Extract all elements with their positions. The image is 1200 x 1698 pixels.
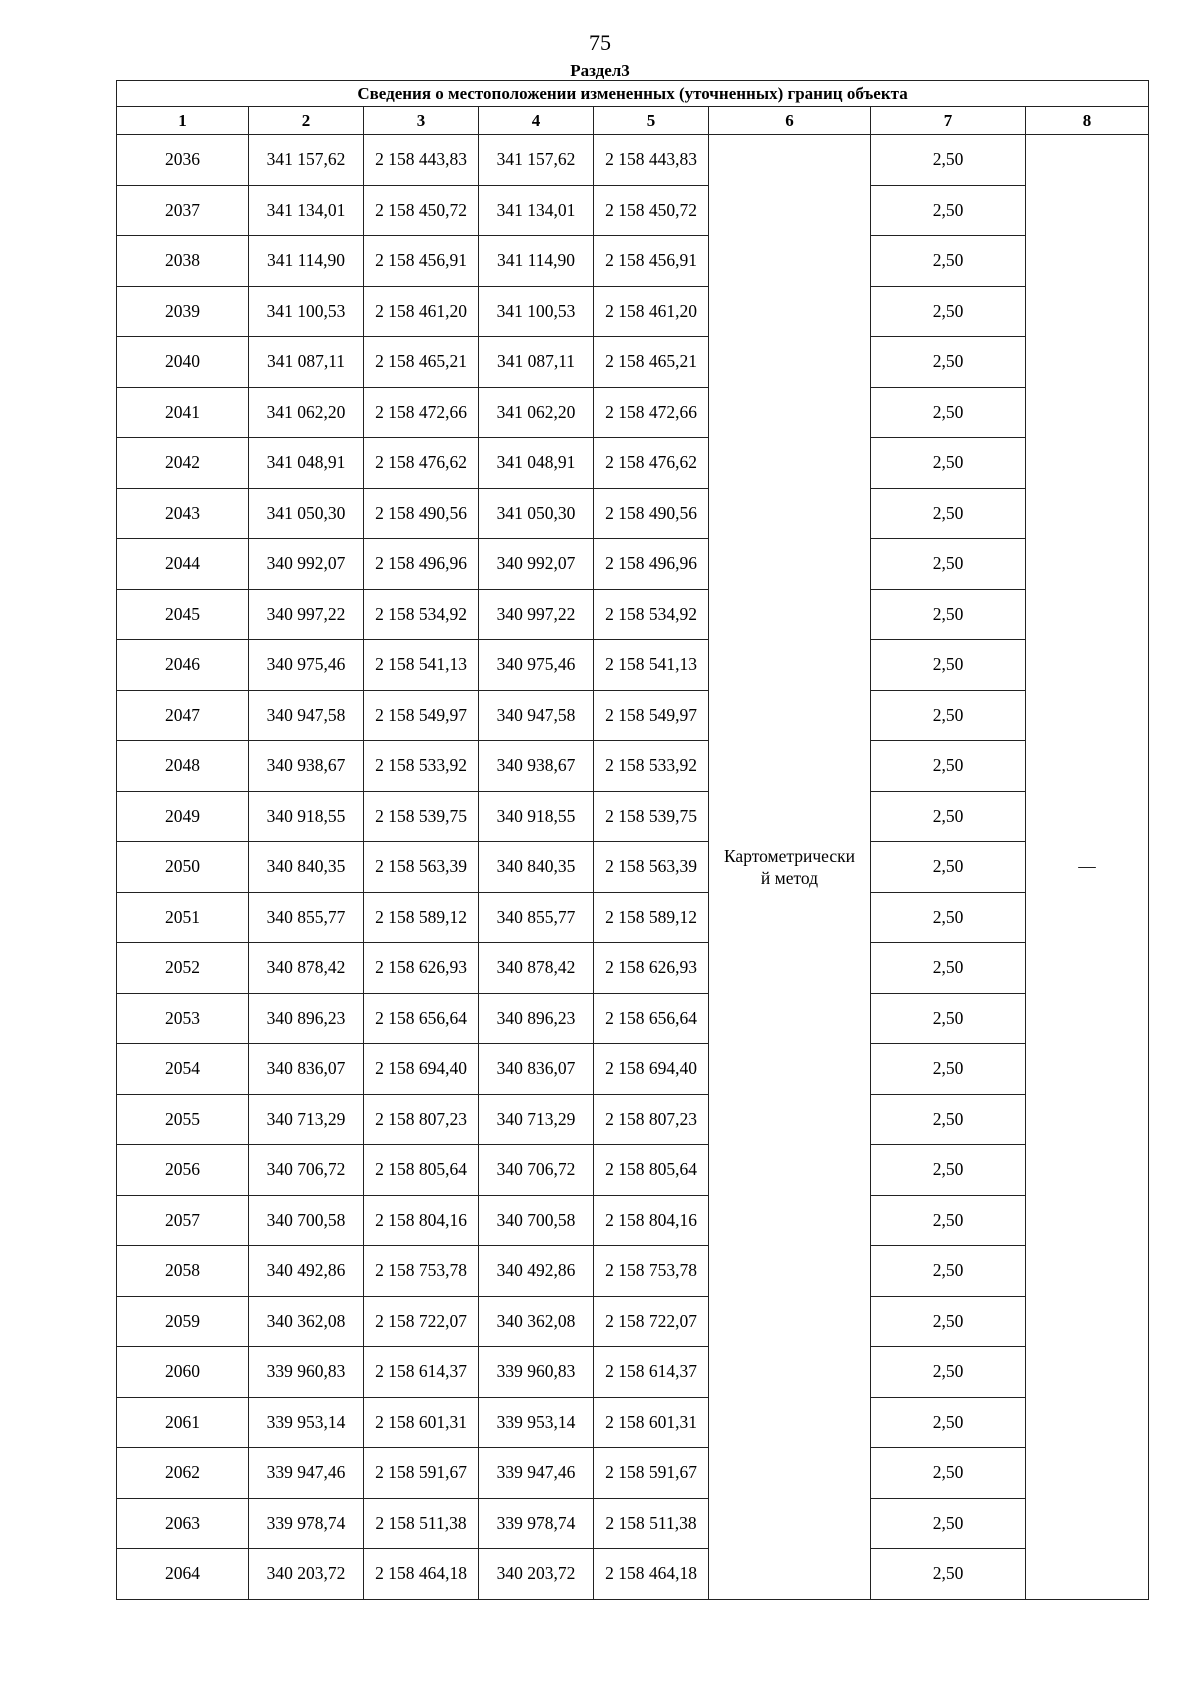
x-new-cell: 339 978,74	[479, 1498, 594, 1549]
y-old-cell: 2 158 534,92	[364, 589, 479, 640]
y-old-cell: 2 158 563,39	[364, 842, 479, 893]
x-new-cell: 341 114,90	[479, 236, 594, 287]
table-row	[117, 589, 1149, 640]
y-new-cell: 2 158 443,83	[594, 135, 709, 186]
y-new-cell: 2 158 533,92	[594, 741, 709, 792]
accuracy-cell: 2,50	[871, 640, 1026, 691]
point-number-cell: 2050	[117, 842, 249, 893]
y-new-cell: 2 158 807,23	[594, 1094, 709, 1145]
y-old-cell: 2 158 496,96	[364, 539, 479, 590]
y-new-cell: 2 158 450,72	[594, 185, 709, 236]
table-row	[117, 943, 1149, 994]
x-old-cell: 340 997,22	[249, 589, 364, 640]
accuracy-cell: 2,50	[871, 1347, 1026, 1398]
y-new-cell: 2 158 722,07	[594, 1296, 709, 1347]
accuracy-cell: 2,50	[871, 539, 1026, 590]
accuracy-cell: 2,50	[871, 286, 1026, 337]
y-new-cell: 2 158 464,18	[594, 1549, 709, 1600]
y-new-cell: 2 158 563,39	[594, 842, 709, 893]
x-old-cell: 340 700,58	[249, 1195, 364, 1246]
x-old-cell: 340 706,72	[249, 1145, 364, 1196]
table-row	[117, 337, 1149, 388]
column-number: 1	[117, 107, 249, 135]
table-row	[117, 1246, 1149, 1297]
table-row	[117, 1195, 1149, 1246]
y-old-cell: 2 158 807,23	[364, 1094, 479, 1145]
point-number-cell: 2057	[117, 1195, 249, 1246]
y-new-cell: 2 158 804,16	[594, 1195, 709, 1246]
accuracy-cell: 2,50	[871, 387, 1026, 438]
accuracy-cell: 2,50	[871, 1296, 1026, 1347]
x-new-cell: 341 134,01	[479, 185, 594, 236]
point-number-cell: 2041	[117, 387, 249, 438]
table-row	[117, 1498, 1149, 1549]
point-number-cell: 2047	[117, 690, 249, 741]
accuracy-cell: 2,50	[871, 1498, 1026, 1549]
x-new-cell: 340 836,07	[479, 1044, 594, 1095]
accuracy-cell: 2,50	[871, 1246, 1026, 1297]
x-old-cell: 339 960,83	[249, 1347, 364, 1398]
table-row	[117, 640, 1149, 691]
accuracy-cell: 2,50	[871, 1448, 1026, 1499]
x-old-cell: 340 947,58	[249, 690, 364, 741]
y-new-cell: 2 158 456,91	[594, 236, 709, 287]
accuracy-cell: 2,50	[871, 842, 1026, 893]
table-row	[117, 438, 1149, 489]
y-old-cell: 2 158 450,72	[364, 185, 479, 236]
y-old-cell: 2 158 511,38	[364, 1498, 479, 1549]
table-row	[117, 1296, 1149, 1347]
y-old-cell: 2 158 533,92	[364, 741, 479, 792]
x-new-cell: 341 157,62	[479, 135, 594, 186]
point-number-cell: 2062	[117, 1448, 249, 1499]
y-new-cell: 2 158 534,92	[594, 589, 709, 640]
accuracy-cell: 2,50	[871, 488, 1026, 539]
accuracy-cell: 2,50	[871, 337, 1026, 388]
accuracy-cell: 2,50	[871, 589, 1026, 640]
table-caption: Сведения о местоположении измененных (уточненных) границ объекта	[117, 81, 1149, 107]
x-old-cell: 341 050,30	[249, 488, 364, 539]
accuracy-cell: 2,50	[871, 993, 1026, 1044]
y-new-cell: 2 158 496,96	[594, 539, 709, 590]
point-number-cell: 2046	[117, 640, 249, 691]
point-number-cell: 2060	[117, 1347, 249, 1398]
y-old-cell: 2 158 591,67	[364, 1448, 479, 1499]
x-new-cell: 341 050,30	[479, 488, 594, 539]
accuracy-cell: 2,50	[871, 690, 1026, 741]
y-old-cell: 2 158 601,31	[364, 1397, 479, 1448]
point-number-cell: 2051	[117, 892, 249, 943]
accuracy-cell: 2,50	[871, 1145, 1026, 1196]
x-new-cell: 340 878,42	[479, 943, 594, 994]
x-new-cell: 340 938,67	[479, 741, 594, 792]
accuracy-cell: 2,50	[871, 943, 1026, 994]
x-new-cell: 340 706,72	[479, 1145, 594, 1196]
table-row	[117, 488, 1149, 539]
x-old-cell: 340 975,46	[249, 640, 364, 691]
accuracy-cell: 2,50	[871, 185, 1026, 236]
point-number-cell: 2059	[117, 1296, 249, 1347]
point-number-cell: 2064	[117, 1549, 249, 1600]
x-new-cell: 340 713,29	[479, 1094, 594, 1145]
x-new-cell: 341 048,91	[479, 438, 594, 489]
x-old-cell: 339 953,14	[249, 1397, 364, 1448]
table-row	[117, 842, 1149, 893]
point-number-cell: 2052	[117, 943, 249, 994]
y-new-cell: 2 158 549,97	[594, 690, 709, 741]
table-row	[117, 286, 1149, 337]
accuracy-cell: 2,50	[871, 438, 1026, 489]
x-old-cell: 340 878,42	[249, 943, 364, 994]
y-new-cell: 2 158 465,21	[594, 337, 709, 388]
point-number-cell: 2056	[117, 1145, 249, 1196]
table-row	[117, 387, 1149, 438]
column-number-row	[117, 107, 1149, 135]
point-number-cell: 2040	[117, 337, 249, 388]
point-number-cell: 2043	[117, 488, 249, 539]
x-old-cell: 340 918,55	[249, 791, 364, 842]
accuracy-cell: 2,50	[871, 741, 1026, 792]
x-old-cell: 340 840,35	[249, 842, 364, 893]
point-number-cell: 2049	[117, 791, 249, 842]
x-old-cell: 339 947,46	[249, 1448, 364, 1499]
table-row	[117, 1549, 1149, 1600]
y-old-cell: 2 158 656,64	[364, 993, 479, 1044]
point-number-cell: 2044	[117, 539, 249, 590]
table-row	[117, 892, 1149, 943]
y-old-cell: 2 158 464,18	[364, 1549, 479, 1600]
x-old-cell: 341 134,01	[249, 185, 364, 236]
x-old-cell: 341 114,90	[249, 236, 364, 287]
x-old-cell: 340 492,86	[249, 1246, 364, 1297]
column-number: 8	[1026, 107, 1149, 135]
y-new-cell: 2 158 753,78	[594, 1246, 709, 1297]
y-new-cell: 2 158 461,20	[594, 286, 709, 337]
accuracy-cell: 2,50	[871, 1094, 1026, 1145]
accuracy-cell: 2,50	[871, 135, 1026, 186]
y-old-cell: 2 158 753,78	[364, 1246, 479, 1297]
y-old-cell: 2 158 805,64	[364, 1145, 479, 1196]
x-old-cell: 339 978,74	[249, 1498, 364, 1549]
coordinates-table	[116, 80, 1149, 1600]
method-text-line: Картометрически	[723, 845, 856, 866]
x-new-cell: 340 918,55	[479, 791, 594, 842]
y-old-cell: 2 158 722,07	[364, 1296, 479, 1347]
y-old-cell: 2 158 456,91	[364, 236, 479, 287]
point-number-cell: 2042	[117, 438, 249, 489]
x-new-cell: 341 100,53	[479, 286, 594, 337]
x-old-cell: 340 992,07	[249, 539, 364, 590]
y-old-cell: 2 158 539,75	[364, 791, 479, 842]
y-new-cell: 2 158 694,40	[594, 1044, 709, 1095]
table-row	[117, 741, 1149, 792]
table-row	[117, 1347, 1149, 1398]
point-number-cell: 2039	[117, 286, 249, 337]
point-number-cell: 2048	[117, 741, 249, 792]
y-old-cell: 2 158 614,37	[364, 1347, 479, 1398]
accuracy-cell: 2,50	[871, 1397, 1026, 1448]
point-number-cell: 2061	[117, 1397, 249, 1448]
section-title: Раздел3	[570, 61, 630, 80]
x-new-cell: 340 840,35	[479, 842, 594, 893]
x-new-cell: 341 062,20	[479, 387, 594, 438]
table-row	[117, 690, 1149, 741]
x-new-cell: 340 855,77	[479, 892, 594, 943]
column-number: 6	[709, 107, 871, 135]
y-new-cell: 2 158 805,64	[594, 1145, 709, 1196]
point-number-cell: 2063	[117, 1498, 249, 1549]
column8-cell: —	[1026, 135, 1149, 1600]
accuracy-cell: 2,50	[871, 1044, 1026, 1095]
column-number: 7	[871, 107, 1026, 135]
y-new-cell: 2 158 591,67	[594, 1448, 709, 1499]
x-old-cell: 340 938,67	[249, 741, 364, 792]
point-number-cell: 2036	[117, 135, 249, 186]
point-number-cell: 2055	[117, 1094, 249, 1145]
y-old-cell: 2 158 490,56	[364, 488, 479, 539]
x-old-cell: 340 855,77	[249, 892, 364, 943]
x-old-cell: 341 087,11	[249, 337, 364, 388]
y-old-cell: 2 158 476,62	[364, 438, 479, 489]
y-new-cell: 2 158 490,56	[594, 488, 709, 539]
y-old-cell: 2 158 804,16	[364, 1195, 479, 1246]
x-new-cell: 340 203,72	[479, 1549, 594, 1600]
table-row	[117, 236, 1149, 287]
y-new-cell: 2 158 511,38	[594, 1498, 709, 1549]
y-old-cell: 2 158 472,66	[364, 387, 479, 438]
table-row	[117, 1397, 1149, 1448]
column-number: 2	[249, 107, 364, 135]
table-row	[117, 539, 1149, 590]
column-number: 3	[364, 107, 479, 135]
table-row	[117, 1145, 1149, 1196]
y-old-cell: 2 158 549,97	[364, 690, 479, 741]
x-new-cell: 339 947,46	[479, 1448, 594, 1499]
method-cell	[709, 135, 871, 1600]
x-old-cell: 340 896,23	[249, 993, 364, 1044]
y-new-cell: 2 158 476,62	[594, 438, 709, 489]
table-row	[117, 1448, 1149, 1499]
table-row	[117, 135, 1149, 186]
x-new-cell: 340 947,58	[479, 690, 594, 741]
method-text-line: й метод	[760, 867, 819, 888]
x-new-cell: 339 953,14	[479, 1397, 594, 1448]
table-row	[117, 1044, 1149, 1095]
point-number-cell: 2058	[117, 1246, 249, 1297]
table-row	[117, 791, 1149, 842]
accuracy-cell: 2,50	[871, 236, 1026, 287]
point-number-cell: 2037	[117, 185, 249, 236]
x-new-cell: 340 700,58	[479, 1195, 594, 1246]
y-old-cell: 2 158 626,93	[364, 943, 479, 994]
point-number-cell: 2038	[117, 236, 249, 287]
y-new-cell: 2 158 601,31	[594, 1397, 709, 1448]
point-number-cell: 2045	[117, 589, 249, 640]
y-new-cell: 2 158 472,66	[594, 387, 709, 438]
y-new-cell: 2 158 541,13	[594, 640, 709, 691]
y-new-cell: 2 158 589,12	[594, 892, 709, 943]
point-number-cell: 2053	[117, 993, 249, 1044]
x-new-cell: 340 997,22	[479, 589, 594, 640]
accuracy-cell: 2,50	[871, 1195, 1026, 1246]
x-old-cell: 341 048,91	[249, 438, 364, 489]
y-new-cell: 2 158 539,75	[594, 791, 709, 842]
accuracy-cell: 2,50	[871, 791, 1026, 842]
x-old-cell: 341 100,53	[249, 286, 364, 337]
x-new-cell: 340 492,86	[479, 1246, 594, 1297]
x-new-cell: 340 362,08	[479, 1296, 594, 1347]
table-row	[117, 185, 1149, 236]
x-new-cell: 340 992,07	[479, 539, 594, 590]
accuracy-cell: 2,50	[871, 1549, 1026, 1600]
x-new-cell: 340 896,23	[479, 993, 594, 1044]
point-number-cell: 2054	[117, 1044, 249, 1095]
y-old-cell: 2 158 694,40	[364, 1044, 479, 1095]
y-new-cell: 2 158 626,93	[594, 943, 709, 994]
y-new-cell: 2 158 614,37	[594, 1347, 709, 1398]
y-old-cell: 2 158 443,83	[364, 135, 479, 186]
y-new-cell: 2 158 656,64	[594, 993, 709, 1044]
x-new-cell: 340 975,46	[479, 640, 594, 691]
y-old-cell: 2 158 541,13	[364, 640, 479, 691]
x-old-cell: 341 062,20	[249, 387, 364, 438]
column-number: 5	[594, 107, 709, 135]
x-new-cell: 341 087,11	[479, 337, 594, 388]
table-row	[117, 1094, 1149, 1145]
y-old-cell: 2 158 461,20	[364, 286, 479, 337]
column-number: 4	[479, 107, 594, 135]
page-number: 75	[589, 30, 611, 55]
y-old-cell: 2 158 589,12	[364, 892, 479, 943]
x-old-cell: 340 713,29	[249, 1094, 364, 1145]
table-row	[117, 993, 1149, 1044]
y-old-cell: 2 158 465,21	[364, 337, 479, 388]
accuracy-cell: 2,50	[871, 892, 1026, 943]
x-old-cell: 341 157,62	[249, 135, 364, 186]
x-new-cell: 339 960,83	[479, 1347, 594, 1398]
x-old-cell: 340 362,08	[249, 1296, 364, 1347]
x-old-cell: 340 836,07	[249, 1044, 364, 1095]
table-body	[117, 135, 1149, 1600]
x-old-cell: 340 203,72	[249, 1549, 364, 1600]
